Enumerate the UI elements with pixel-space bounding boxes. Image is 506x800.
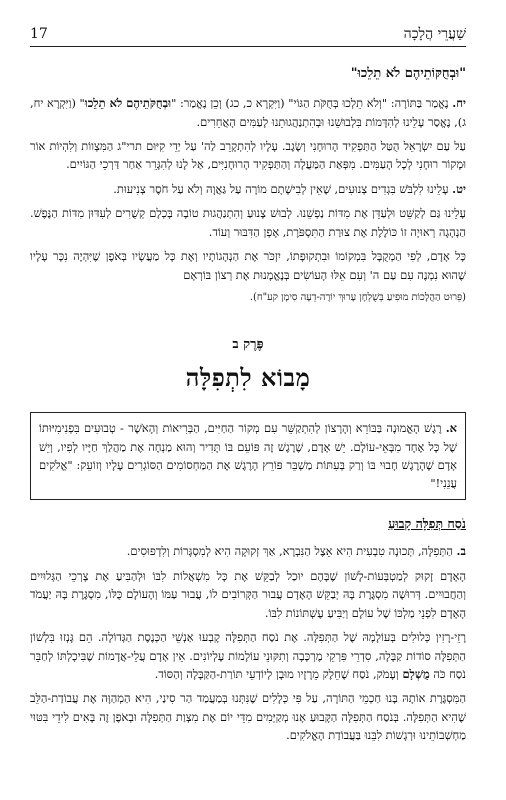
paragraph-text: וְעָמֹק, נֹסַח שֶׁחֵלֶק מֵרָזָיו מוּבָן לְיוֹדְעֵי תּוֹרַת-הַקַּבָּלָה וְהַסּוֹד.: [154, 666, 403, 681]
paragraph-text: עָלֵינוּ לִלְבֹּשׁ בִּגְדִים צְנוּעִים, שֶׁאֵין לְבִישָׁתָם מוֹרָה עַל גַּאֲוָה וְלֹא עַל חֹסֶר צְנִיעוּת.: [113, 181, 453, 196]
section-heading-customs: "וּבְחֻקּוֹתֵיהֶם לֹא תֵלֵכוּ": [350, 66, 466, 81]
paragraph-bet-continued: הָאָדָם זָקוּק לְמַטְבְּעוֹת-לָשׁוֹן שֶׁבָּהֶם יוּכַל לְבַקֵּשׁ אֶת כָּל מִשְׁאֲלוֹת לִבּוֹ וּלְהַבִּיעַ אֶת צָרְכֵי הַגְּלוּיִים וְהַחֲבוּיִים. דְּרוּשָׁה מִסְגֶּרֶת בָּהּ יְבַקֵּשׁ הָאָדָם עֲבוּר הַקְּרוֹבִים לוֹ, עֲבוּר עַמּוֹ וְהָעוֹלָם כֻּלּוֹ, מִסְגֶּרֶת בָּהּ יַעֲמֹד הָאָדָם לִפְנֵי מַלְכּוֹ שֶׁל עוֹלָם וְיַבִּיעַ עֶשְׁתּוֹנוֹת לִבּוֹ.: [30, 568, 466, 620]
page-content: [30, 63, 466, 745]
paragraph-text: רָזֵי-רָזִין כְּלוּלִים בְּעוֹלָמָהּ שֶׁל הַתְּפִלָּה. אֶת נֹסַח הַתְּפִלָּה קָבְעוּ אַנְשֵׁי הַכְּנֶסֶת הַגְּדוֹלָה. הֵם גָּנְזוּ בִּלְשׁוֹן הַתְּפִלָּה סוֹדוֹת קַבָּלָה, סִדְרֵי פִּרְקֵי מֶרְכָּבָה וְתִקּוּנֵי עוֹלָמוֹת עֶלְיוֹנִים. אֵין אָדָם עֲלֵי-אֲדָמוֹת שֶׁבִּיכָלְתּוֹ לְחַבֵּר נֹסַח כֹּה: [30, 630, 466, 681]
paragraph-19-continued: עָלֵינוּ גַּם לְקַשֵּׁט וּלְעַדֵּן אֶת מִדּוֹת נַפְשֵׁנוּ. לְבוּשׁ צָנוּעַ וְהִתְנַהֲגוּת טוֹבָה בָּכְלָם קְשֻׁרִים לְעִדּוּן מִדּוֹת הַנֶּפֶשׁ. הַנְהָגָה רְאוּיָה זוֹ כּוֹלֶלֶת אֶת צוּרַת הַתִּסְפֹּרֶת, אָפְן הַדִּבּוּר וְעוֹד.: [30, 206, 466, 239]
paragraph-bet: [30, 542, 466, 560]
chapter-heading: [30, 334, 466, 398]
page-number: 17: [30, 26, 48, 42]
paragraph-marker: יט.: [452, 181, 466, 196]
paragraph-framework: הַמִּסְגֶּרֶת אוֹתָהּ בָּנוּ חַכְמֵי הַתּוֹרָה, עַל פִּי כְּלָלִים שֶׁנִּתְּנוּ בְּמַעֲמַד הַר סִינַי, הִיא הַמְהַוָּה אֶת עֲבוֹדַת-הַלֵּב שֶׁהִיא הַתְּפִלָּה. בְּנֹסַח הַתְּפִלָּה הַקָּבוּעַ אָנוּ מְקַיְּמִים מִדֵּי יוֹם אֶת מִצְוַת הַתְּפִלָּה וּבְאֹפֶן זֶה בָּאִים לִידֵי בִּטּוּי מַחְשְׁבוֹתֵינוּ וּרְגָשׁוֹת לִבֵּנוּ בַּעֲבוֹדַת הָאֱלֹקִים.: [30, 691, 466, 743]
chapter-number: פֶּרֶק ב: [232, 337, 264, 353]
emphasized-quote: וּבְחֻקֹּתֵיהֶם לֹא תֵלֵכוּ: [84, 96, 172, 111]
intro-box: [30, 412, 466, 500]
paragraph-19: [30, 180, 466, 198]
paragraph-text: " (וַיִּקְרָא יח, ג), נֶאֱסַר עָלֵינוּ לְהִדָּמוֹת בִּלְבוּשֵׁנוּ וּבְהִתְנַהֲגוּתֵנוּ לָעַמִּים הָאֲחֵרִים.: [30, 96, 466, 129]
emphasized-word: מֻשְׁלָם: [402, 666, 430, 681]
paragraph-text: נֶאֱמַר בַּתּוֹרָה: "וְלֹא תֵלְכוּ בְּחֻקֹּת הַגּוֹי" (וַיִּקְרָא כ, כג) וְכֵן נֶאֱמַר: ": [171, 96, 453, 111]
paragraph-marker: א.: [445, 421, 457, 436]
source-note: (פֵּרוּט הַהֲלָכוֹת מוּפִיעַ בְּשֻׁלְחָן עָרוּךְ יוֹרֶה-דֵעָה סִימָן קע"ח).: [249, 292, 466, 304]
paragraph-19-closing: כָּל אָדָם, לְפִי הַמְקֻבָּל בִּמְקוֹמוֹ וּבִתְקוּפָתוֹ, יִזְכֹּר אֶת הַנְהָגוֹתָיו וְאֶת כָּל מַעֲשָׂיו בְּאֹפֶן שֶׁיִּהְיֶה נִכָּר עָלָיו שֶׁהוּא נִמְנֶה עִם עַם ה' וְעִם אֵלּוּ הָעוֹשִׂים בְּנֶאֱמָנוּת אֶת רְצוֹן בּוֹרְאָם: [30, 249, 466, 282]
section-heading-fixed-prayer: נֹסַח תְּפִלָּה קָבוּעַ: [388, 515, 466, 531]
paragraph-18: [30, 94, 466, 131]
paragraph-marker: יח.: [452, 96, 466, 111]
paragraph-text: הַתְּפִלָּה, תְּכוּנָה טִבְעִית הִיא אֵצֶל הַנִּבְרָא, אַךְ זְקוּקָה הִיא לְמִסְגָּרוֹת וְלִדְפוּסִים.: [126, 544, 457, 559]
page-header: [30, 24, 466, 47]
paragraph-secrets: [30, 628, 466, 683]
chapter-title: מָבוֹא לִתְפִלָּה: [185, 363, 311, 393]
paragraph-18-continued: עַל עַם יִשְׂרָאֵל הֻטַּל הַתַּפְקִיד הָרוּחָנִי וְשֶׂגֶב. עָלָיו לְהִתְקָרֵב לַה' עַל יְדֵי קִיּוּם תרי"ג הַמִּצְווֹת וְלִהְיוֹת אוֹר וּמָקוֹר רוּחָנִי לְכָל הָעַמִּים. מִפְּאַת הַמַּעֲלָה וְהַתַּפְקִיד הָרוּחָנִיִּים, אַל לָנוּ לְהִגָּרֵר אַחַר דַּרְכֵי הַגּוֹיִים.: [30, 138, 466, 172]
paragraph-text: רֶגֶשׁ הָאֱמוּנָה בַּבּוֹרֵא וְהָרָצוֹן לְהִתְקַשֵּׁר עִם מְקוֹר הַחַיִּים, הַבְּרִיאוֹת וְהָאֹשֶׁר - טְבוּעִים בִּפְנִימִיּוּתוֹ שֶׁל כָּל אֶחָד מִבָּאֵי-עוֹלָם. יֵשׁ אָדָם, שֶׁרֶגֶשׁ זֶה פּוֹעֵם בּוֹ תָּדִיר וְהוּא מַנְחֶה אֶת מַהֲלַךְ חַיָּיו לְפִיו, וְיֵשׁ אָדָם שֶׁהָרֶגֶשׁ חָבוּי בּוֹ וְרַק בְּעִתּוֹת מַשְׁבֵּר פּוֹרֵץ הָרֶגֶשׁ אֶת הַמַּחְסוֹמִים הַסּוֹגְרִים עָלָיו וְזוֹעֵק: "אֱלֹקִים עֲנֵנִי!": [39, 421, 457, 491]
running-title: שַׁעֲרֵי הֲלָכָה: [403, 26, 466, 42]
paragraph-marker: ב.: [456, 544, 466, 559]
